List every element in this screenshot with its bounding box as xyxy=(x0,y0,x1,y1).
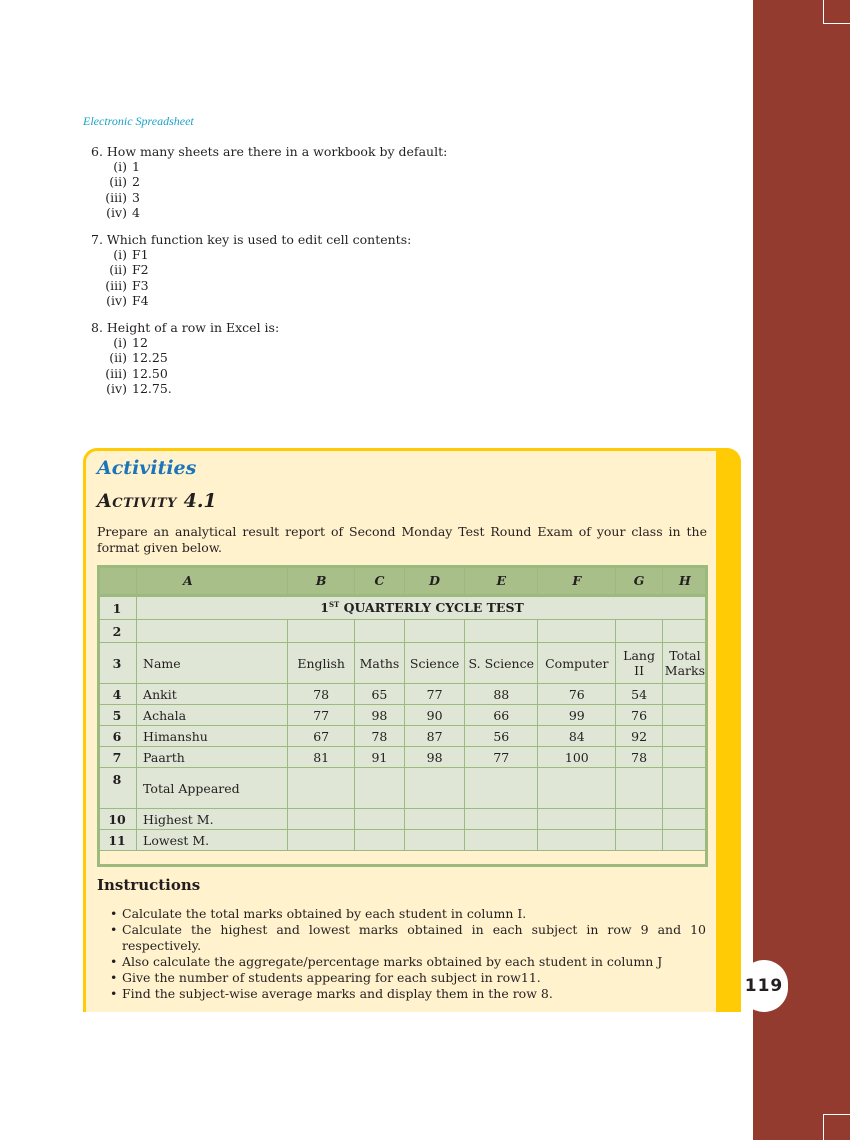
page-number: 119 xyxy=(740,960,788,1012)
table-cell xyxy=(662,684,707,705)
table-cell xyxy=(662,705,707,726)
table-row xyxy=(98,620,708,643)
column-header-row xyxy=(98,566,708,596)
instruction-item: • Give the number of students appearing for each subject in row11. xyxy=(108,970,706,986)
column-header: E xyxy=(465,566,538,596)
table-row xyxy=(98,596,708,620)
column-header: H xyxy=(662,566,707,596)
option-text: F2 xyxy=(132,262,149,278)
table-cell: 90 xyxy=(404,705,464,726)
activities-side-bar xyxy=(716,449,741,1012)
table-cell: 81 xyxy=(288,747,355,768)
table-cell xyxy=(616,809,662,830)
option xyxy=(91,335,279,350)
table-cell xyxy=(354,809,404,830)
option-number: (iv) xyxy=(106,380,127,396)
table-cell: 66 xyxy=(465,705,538,726)
instruction-item: • Also calculate the aggregate/percentage marks obtained by each student in column J xyxy=(108,954,706,970)
row-number: 6 xyxy=(98,726,137,747)
table-cell xyxy=(465,830,538,851)
instructions-list xyxy=(108,906,706,1002)
option-number: (iv) xyxy=(106,292,127,308)
table-cell: 77 xyxy=(288,705,355,726)
table-cell: 56 xyxy=(465,726,538,747)
option-number: (ii) xyxy=(109,174,127,190)
question-6 xyxy=(91,144,447,220)
option xyxy=(91,278,411,293)
option-text: 12.25 xyxy=(132,350,168,366)
option xyxy=(91,205,447,220)
table-cell: Paarth xyxy=(137,747,288,768)
table-row xyxy=(98,747,708,768)
activities-heading: Activities xyxy=(97,457,197,479)
option-text: 4 xyxy=(132,204,140,220)
option xyxy=(91,381,279,396)
table-cell: Total Appeared xyxy=(137,768,288,809)
instruction-item: • Calculate the highest and lowest marks obtained in each subject in row 9 and 10 respectively. xyxy=(108,922,706,954)
table-row xyxy=(98,768,708,809)
column-header: B xyxy=(288,566,355,596)
table-cell: 91 xyxy=(354,747,404,768)
table-cell: Lowest M. xyxy=(137,830,288,851)
table-cell: 77 xyxy=(404,684,464,705)
option xyxy=(91,262,411,277)
table-cell xyxy=(616,830,662,851)
column-header xyxy=(98,566,137,596)
option xyxy=(91,159,447,174)
option-text: 12.75. xyxy=(132,380,172,396)
table-cell: 54 xyxy=(616,684,662,705)
table-cell xyxy=(538,620,616,643)
table-cell xyxy=(404,809,464,830)
option xyxy=(91,190,447,205)
column-header: F xyxy=(538,566,616,596)
question-7 xyxy=(91,232,411,308)
option-number: (i) xyxy=(113,247,127,263)
option-number: (iii) xyxy=(105,365,127,381)
option-number: (i) xyxy=(113,159,127,175)
running-head: Electronic Spreadsheet xyxy=(83,114,194,128)
table-cell: Ankit xyxy=(137,684,288,705)
option-number: (i) xyxy=(113,335,127,351)
option-text: F1 xyxy=(132,247,149,263)
option-number: (iv) xyxy=(106,204,127,220)
table-cell: 99 xyxy=(538,705,616,726)
spreadsheet-table xyxy=(97,565,708,851)
instruction-item: • Find the subject-wise average marks and display them in the row 8. xyxy=(108,986,706,1002)
option-text: 3 xyxy=(132,189,140,205)
column-header: D xyxy=(404,566,464,596)
header-cell: Computer xyxy=(538,643,616,684)
table-cell xyxy=(616,620,662,643)
table-cell xyxy=(354,830,404,851)
table-row xyxy=(98,809,708,830)
option xyxy=(91,247,411,262)
table-row xyxy=(98,684,708,705)
table-cell: 88 xyxy=(465,684,538,705)
table-cell xyxy=(288,830,355,851)
option-text: 12 xyxy=(132,335,148,351)
question-8 xyxy=(91,320,279,396)
table-cell xyxy=(662,747,707,768)
table-cell: 65 xyxy=(354,684,404,705)
table-cell: 78 xyxy=(288,684,355,705)
row-number: 4 xyxy=(98,684,137,705)
option-number: (iii) xyxy=(105,189,127,205)
row-number: 10 xyxy=(98,809,137,830)
sheet-title xyxy=(137,596,708,620)
table-cell xyxy=(404,768,464,809)
option-number: (iii) xyxy=(105,277,127,293)
header-cell: English xyxy=(288,643,355,684)
table-cell xyxy=(465,809,538,830)
crop-mark-bottom xyxy=(823,1114,850,1140)
crop-mark-top xyxy=(823,0,850,24)
row-number: 7 xyxy=(98,747,137,768)
header-cell: S. Science xyxy=(465,643,538,684)
table-cell: 98 xyxy=(354,705,404,726)
table-cell xyxy=(538,768,616,809)
table-row xyxy=(98,705,708,726)
table-cell xyxy=(662,726,707,747)
option xyxy=(91,293,411,308)
table-cell: Himanshu xyxy=(137,726,288,747)
question-stem: 7. Which function key is used to edit cell contents: xyxy=(91,232,412,247)
activity-heading xyxy=(97,490,217,512)
question-stem: 8. Height of a row in Excel is: xyxy=(91,320,280,335)
option xyxy=(91,366,279,381)
activity-intro: Prepare an analytical result report of Second Monday Test Round Exam of your class in the format given below. xyxy=(97,524,707,555)
header-cell: Total Marks xyxy=(662,643,707,684)
table-cell: 77 xyxy=(465,747,538,768)
instruction-item: • Calculate the total marks obtained by each student in column I. xyxy=(108,906,706,922)
table-cell: 78 xyxy=(616,747,662,768)
row-number: 1 xyxy=(98,596,137,620)
title-superscript: ST xyxy=(328,600,340,610)
table-cell xyxy=(538,809,616,830)
title-text: QUARTERLY CYCLE TEST xyxy=(339,600,524,616)
table-cell xyxy=(404,830,464,851)
table-cell: 98 xyxy=(404,747,464,768)
table-cell: Highest M. xyxy=(137,809,288,830)
table-cell: 78 xyxy=(354,726,404,747)
table-header-row xyxy=(98,643,708,684)
activity-word: Activity xyxy=(97,490,177,512)
table-cell: 67 xyxy=(288,726,355,747)
option-text: 2 xyxy=(132,174,140,190)
option-text: F4 xyxy=(132,292,149,308)
row-number: 8 xyxy=(98,768,137,809)
table-cell xyxy=(616,768,662,809)
column-header: G xyxy=(616,566,662,596)
question-stem: 6. How many sheets are there in a workbook by default: xyxy=(91,144,448,159)
title-number: 1 xyxy=(320,600,329,616)
option xyxy=(91,174,447,189)
table-cell: 84 xyxy=(538,726,616,747)
table-cell xyxy=(137,620,288,643)
table-cell: Achala xyxy=(137,705,288,726)
option-text: F3 xyxy=(132,277,149,293)
table-cell xyxy=(354,768,404,809)
table-cell xyxy=(662,830,707,851)
header-cell: Name xyxy=(137,643,288,684)
table-cell xyxy=(662,768,707,809)
option-number: (ii) xyxy=(109,350,127,366)
table-cell xyxy=(288,809,355,830)
row-number: 11 xyxy=(98,830,137,851)
table-cell xyxy=(354,620,404,643)
header-cell: Maths xyxy=(354,643,404,684)
option-text: 12.50 xyxy=(132,365,168,381)
row-number: 5 xyxy=(98,705,137,726)
header-cell: Science xyxy=(404,643,464,684)
table-cell: 100 xyxy=(538,747,616,768)
instructions-heading: Instructions xyxy=(97,876,201,894)
table-row xyxy=(98,830,708,851)
column-header: C xyxy=(354,566,404,596)
table-cell xyxy=(465,768,538,809)
option xyxy=(91,350,279,365)
table-cell: 76 xyxy=(616,705,662,726)
table-cell xyxy=(538,830,616,851)
option-text: 1 xyxy=(132,159,140,175)
header-cell: Lang II xyxy=(616,643,662,684)
table-cell xyxy=(662,620,707,643)
table-row xyxy=(98,726,708,747)
column-header: A xyxy=(137,566,288,596)
option-number: (ii) xyxy=(109,262,127,278)
table-cell xyxy=(288,620,355,643)
table-cell: 92 xyxy=(616,726,662,747)
table-cell xyxy=(404,620,464,643)
table-cell xyxy=(465,620,538,643)
row-number: 2 xyxy=(98,620,137,643)
table-cell xyxy=(288,768,355,809)
table-cell: 87 xyxy=(404,726,464,747)
table-cell: 76 xyxy=(538,684,616,705)
row-number: 3 xyxy=(98,643,137,684)
activity-number: 4.1 xyxy=(183,490,217,512)
table-cell xyxy=(662,809,707,830)
